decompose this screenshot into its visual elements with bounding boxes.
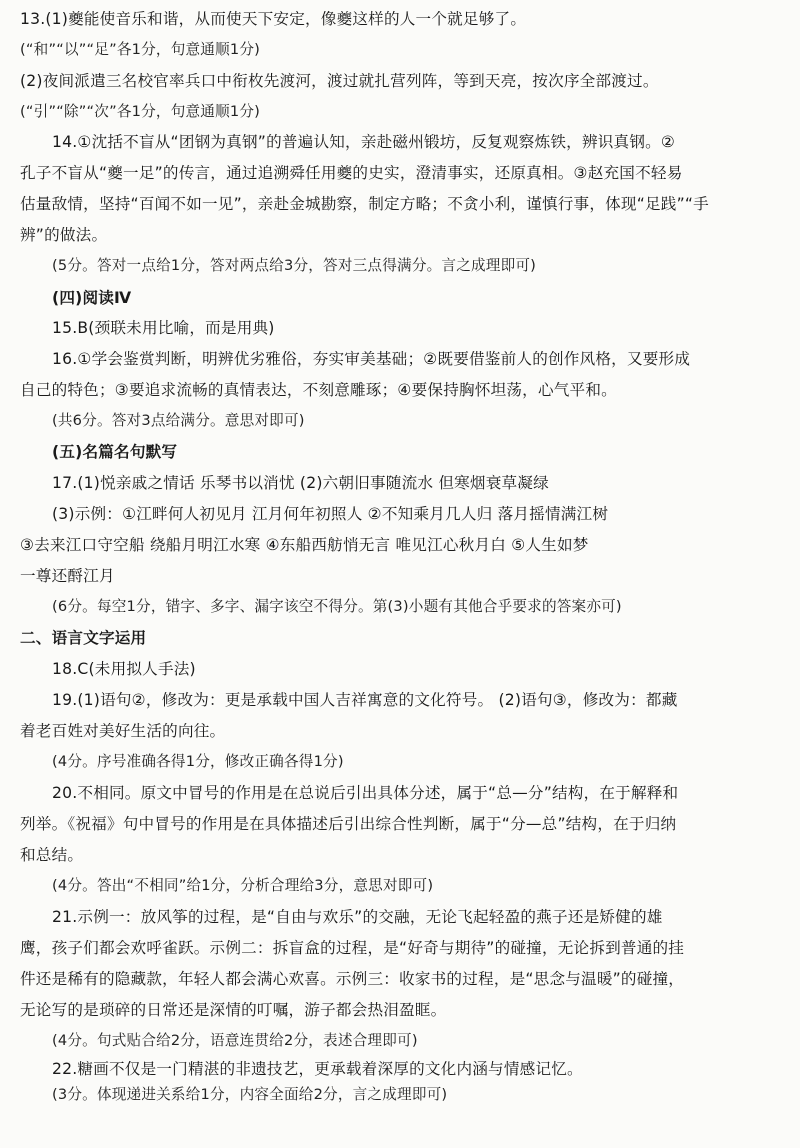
answer-14-line: 14.①沈括不盲从“团钢为真钢”的普遍认知，亲赴磁州锻坊，反复观察炼铁，辨识真钢。②: [52, 133, 676, 151]
answer-19-line: 19.(1)语句②，修改为：更是承载中国人吉祥寓意的文化符号。 (2)语句③，修改为：都藏: [52, 691, 678, 709]
scoring-note-17: (6分。每空1分，错字、多字、漏字该空不得分。第(3)小题有其他合乎要求的答案亦可): [52, 598, 622, 615]
answer-19-line: 着老百姓对美好生活的向往。: [20, 722, 226, 740]
answer-14-line: 辨”的做法。: [20, 226, 108, 244]
answer-14-line: 估量敌情，坚持“百闻不如一见”，亲赴金城勘察，制定方略；不贪小利，谨慎行事，体现“足践”“手: [20, 195, 709, 213]
scoring-note-14: (5分。答对一点给1分，答对两点给3分，答对三点得满分。言之成理即可): [52, 257, 537, 274]
answer-16-line: 16.①学会鉴赏判断，明辨优劣雅俗，夯实审美基础；②既要借鉴前人的创作风格，又要形成: [52, 350, 691, 368]
answer-20-line: 20.不相同。原文中冒号的作用是在总说后引出具体分述，属于“总—分”结构，在于解释和: [52, 784, 679, 802]
answer-15: 15.B(颈联未用比喻，而是用典): [52, 319, 275, 337]
answer-21-line: 21.示例一：放风筝的过程，是“自由与欢乐”的交融，无论飞起轻盈的燕子还是矫健的雄: [52, 908, 663, 926]
scoring-note-13-2: (“引”“除”“次”各1分，句意通顺1分): [20, 103, 261, 120]
answer-14-line: 孔子不盲从“夔一足”的传言，通过追溯舜任用夔的史实，澄清事实，还原真相。③赵充国不轻易: [20, 164, 683, 182]
section-heading-recitation: (五)名篇名句默写: [52, 443, 178, 461]
answer-21-line: 件还是稀有的隐藏款，年轻人都会满心欢喜。示例三：收家书的过程，是“思念与温暖”的碰撞，: [20, 970, 685, 988]
scoring-note-19: (4分。序号准确各得1分，修改正确各得1分): [52, 753, 344, 770]
answer-20-line: 列举。《祝福》句中冒号的作用是在具体描述后引出综合性判断，属于“分—总”结构，在于归纳: [20, 815, 677, 833]
answer-13-2: (2)夜间派遣三名校官率兵口中衔枚先渡河，渡过就扎营列阵，等到天亮，按次序全部渡过。: [20, 72, 659, 90]
answer-22: 22.糖画不仅是一门精湛的非遗技艺，更承载着深厚的文化内涵与情感记忆。: [52, 1060, 583, 1078]
answer-17-3-line: ③去来江口守空船 绕船月明江水寒 ④东船西舫悄无言 唯见江心秋月白 ⑤人生如梦: [20, 536, 589, 554]
section-heading-language-use: 二、语言文字运用: [20, 629, 147, 647]
answer-21-line: 鹰，孩子们都会欢呼雀跃。示例二：拆盲盒的过程，是“好奇与期待”的碰撞，无论拆到普通的挂: [20, 939, 685, 957]
scoring-note-21: (4分。句式贴合给2分，语意连贯给2分，表述合理即可): [52, 1032, 418, 1049]
answer-16-line: 自己的特色；③要追求流畅的真情表达，不刻意雕琢；④要保持胸怀坦荡，心气平和。: [20, 381, 617, 399]
scoring-note-20: (4分。答出“不相同”给1分，分析合理给3分，意思对即可): [52, 877, 434, 894]
answer-21-line: 无论写的是琐碎的日常还是深情的叮嘱，游子都会热泪盈眶。: [20, 1001, 447, 1019]
answer-17-3-line: 一尊还酹江月: [20, 567, 115, 585]
answer-13-1: 13.(1)夔能使音乐和谐，从而使天下安定，像夔这样的人一个就足够了。: [20, 10, 527, 28]
section-heading-reading-4: (四)阅读Ⅳ: [52, 289, 132, 307]
scoring-note-22: (3分。体现递进关系给1分，内容全面给2分，言之成理即可): [52, 1086, 448, 1103]
answer-17-3-line: (3)示例：①江畔何人初见月 江月何年初照人 ②不知乘月几人归 落月摇情满江树: [52, 505, 609, 523]
answer-18: 18.C(未用拟人手法): [52, 660, 196, 678]
scoring-note-16: (共6分。答对3点给满分。意思对即可): [52, 412, 305, 429]
answer-17-1: 17.(1)悦亲戚之情话 乐琴书以消忧 (2)六朝旧事随流水 但寒烟衰草凝绿: [52, 474, 549, 492]
answer-20-line: 和总结。: [20, 846, 84, 864]
scoring-note-13-1: (“和”“以”“足”各1分，句意通顺1分): [20, 41, 261, 58]
